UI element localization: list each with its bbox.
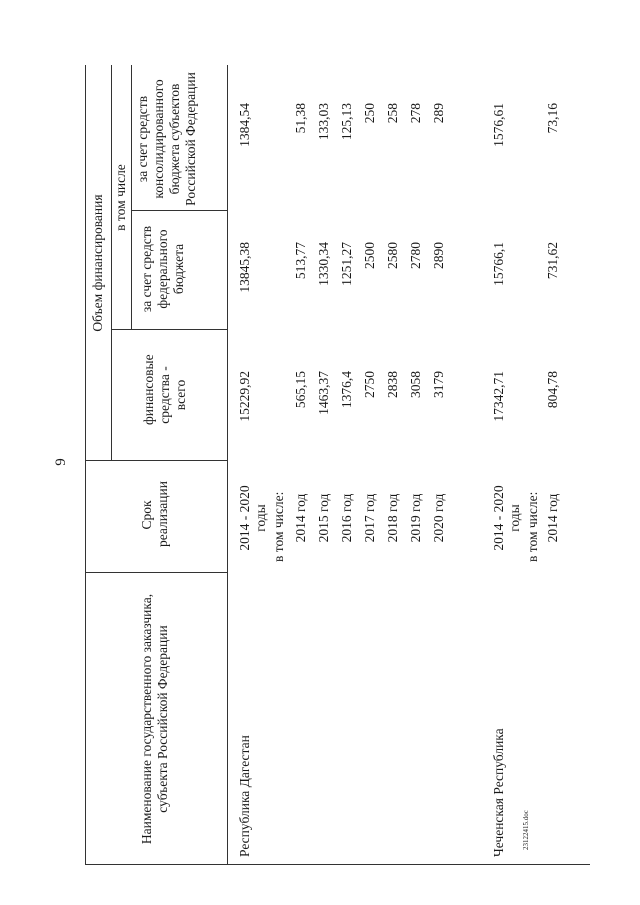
header-including: в том числе (113, 164, 128, 231)
row-dagestan-2015-total: 1463,37 (316, 371, 331, 415)
row-dagestan-2016-term: 2016 год (339, 493, 354, 543)
row-dagestan-2019-total: 3058 (408, 371, 423, 398)
header-term: Срок реализации (139, 481, 170, 547)
row-dagestan-2014-term: 2014 год (293, 493, 308, 543)
table-top-rule (85, 65, 86, 865)
row-chechnya-2014-federal: 731,62 (545, 242, 560, 280)
row-dagestan-2017-total: 2750 (362, 371, 377, 398)
row-dagestan-2014-federal: 513,77 (293, 242, 308, 280)
row-chechnya-regional: 1576,61 (491, 103, 506, 147)
row-dagestan-2016-total: 1376,4 (339, 371, 354, 409)
table-header-rule (227, 65, 228, 865)
row-dagestan-including: в том числе: (271, 491, 286, 562)
document-id: 23122415.doc (522, 810, 530, 850)
row-dagestan-regional: 1384,54 (237, 103, 252, 147)
row-chechnya-total: 17342,71 (491, 371, 506, 422)
row-dagestan-2020-total: 3179 (431, 371, 446, 398)
row-dagestan-2019-federal: 2780 (408, 242, 423, 269)
row-dagestan-total: 15229,92 (237, 371, 252, 422)
customer-column-rule (85, 572, 227, 573)
row-dagestan-2020-regional: 289 (431, 103, 446, 124)
financing-header-rule (111, 65, 112, 461)
header-financing: Объем финансирования (90, 194, 105, 332)
row-dagestan-name: Республика Дагестан (237, 735, 252, 857)
row-chechnya-2014-total: 804,78 (545, 371, 560, 409)
row-chechnya-term: 2014 - 2020 (491, 485, 506, 551)
row-dagestan-2015-term: 2015 год (316, 493, 331, 543)
row-dagestan-2019-regional: 278 (408, 103, 423, 124)
row-dagestan-2019-term: 2019 год (408, 493, 423, 543)
row-dagestan-2018-federal: 2580 (385, 242, 400, 269)
financing-table (85, 65, 590, 865)
row-chechnya-federal: 15766,1 (491, 242, 506, 286)
including-header-rule (131, 65, 132, 330)
row-dagestan-2014-total: 565,15 (293, 371, 308, 409)
row-dagestan-2017-regional: 250 (362, 103, 377, 124)
row-dagestan-2018-term: 2018 год (385, 493, 400, 543)
row-chechnya-2014-term: 2014 год (545, 493, 560, 543)
federal-column-rule (131, 210, 227, 211)
row-dagestan-2020-federal: 2890 (431, 242, 446, 269)
row-dagestan-2016-federal: 1251,27 (339, 242, 354, 286)
row-dagestan-term-years: годы (253, 504, 268, 532)
header-federal: за счет средств федерального бюджета (139, 225, 186, 313)
table-left-rule (85, 864, 590, 865)
row-chechnya-name: Чеченская Республика (491, 728, 506, 857)
header-regional: за счет средств консолидированного бюджета субъектов Российской Федерации (135, 72, 198, 206)
row-dagestan-2015-regional: 133,03 (316, 103, 331, 141)
row-dagestan-2018-regional: 258 (385, 103, 400, 124)
row-dagestan-2015-federal: 1330,34 (316, 242, 331, 286)
row-dagestan-2016-regional: 125,13 (339, 103, 354, 141)
row-dagestan-2017-federal: 2500 (362, 242, 377, 269)
row-dagestan-federal: 13845,38 (237, 242, 252, 293)
row-dagestan-2018-total: 2838 (385, 371, 400, 398)
header-customer: Наименование государственного заказчика, субъекта Российской Федерации (139, 593, 170, 845)
row-dagestan-2014-regional: 51,38 (293, 103, 308, 134)
row-dagestan-2020-term: 2020 год (431, 493, 446, 543)
row-chechnya-including: в том числе: (525, 491, 540, 562)
row-chechnya-term-years: годы (507, 504, 522, 532)
row-dagestan-2017-term: 2017 год (362, 493, 377, 543)
term-column-rule (85, 460, 227, 461)
header-total: финансовые средства - всего (141, 354, 188, 425)
row-dagestan-term: 2014 - 2020 (237, 485, 252, 551)
row-chechnya-2014-regional: 73,16 (545, 103, 560, 134)
page-number: 9 (53, 458, 69, 466)
